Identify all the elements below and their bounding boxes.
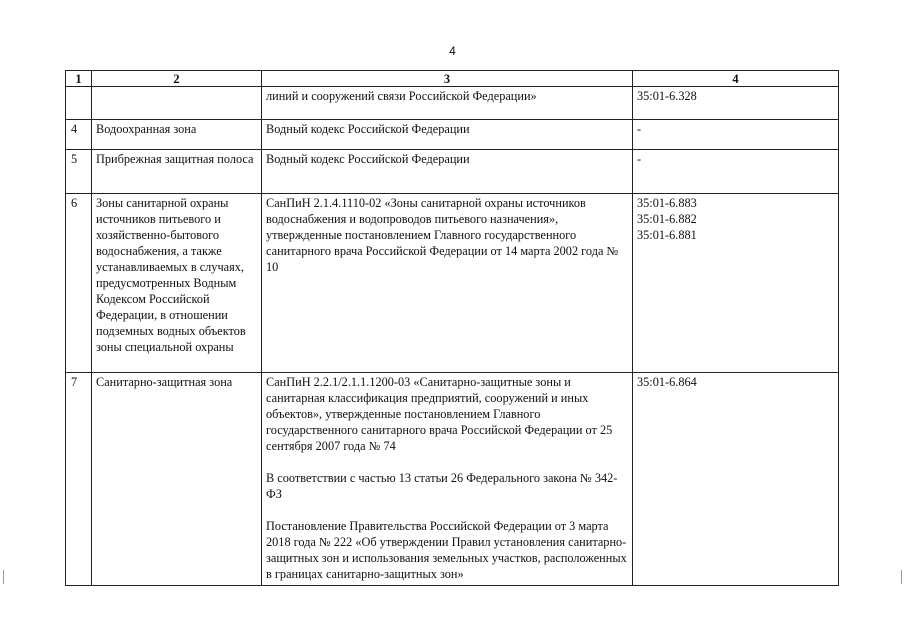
header-col-3: 3	[262, 71, 633, 87]
zones-table	[65, 70, 839, 586]
row-number: 5	[66, 150, 92, 194]
table-row	[66, 373, 839, 586]
row-number: 7	[66, 373, 92, 586]
zone-name: Зоны санитарной охраны источников питьевого и хозяйственно-бытового водоснабжения, а также устанавливаемых в случаях, предусмотренных Водным Кодексом Российской Федерации, в отношении подземных водных объектов зоны специальной охраны	[92, 194, 262, 373]
legal-basis-text: В соответствии с частью 13 статьи 26 Федерального закона № 342-ФЗ	[266, 471, 618, 501]
legal-basis	[262, 194, 633, 373]
row-number	[66, 87, 92, 120]
legal-basis	[262, 120, 633, 150]
zone-codes	[633, 150, 839, 194]
zone-codes	[633, 373, 839, 586]
header-col-1: 1	[66, 71, 92, 87]
zone-codes	[633, 120, 839, 150]
zone-code: -	[637, 152, 642, 166]
row-number: 6	[66, 194, 92, 373]
zone-code: 35:01-6.881	[637, 228, 697, 242]
table-row	[66, 150, 839, 194]
table-row	[66, 194, 839, 373]
header-col-2: 2	[92, 71, 262, 87]
zone-name: Санитарно-защитная зона	[92, 373, 262, 586]
legal-basis-text: линий и сооружений связи Российской Федерации»	[266, 89, 537, 103]
scan-edge-mark-right	[901, 570, 902, 584]
legal-basis	[262, 150, 633, 194]
zone-name: Прибрежная защитная полоса	[92, 150, 262, 194]
legal-basis	[262, 373, 633, 586]
legal-basis-text: Водный кодекс Российской Федерации	[266, 122, 470, 136]
page-number: 4	[449, 44, 456, 58]
legal-basis	[262, 87, 633, 120]
zone-code: 35:01-6.883	[637, 196, 697, 210]
zone-code: -	[637, 122, 642, 136]
scan-edge-mark-left	[3, 570, 4, 584]
zone-code: 35:01-6.328	[637, 89, 697, 103]
zone-name: Водоохранная зона	[92, 120, 262, 150]
zone-name	[92, 87, 262, 120]
zone-codes	[633, 194, 839, 373]
table-row	[66, 120, 839, 150]
legal-basis-text: Постановление Правительства Российской Федерации от 3 марта 2018 года № 222 «Об утверждении Правил установления санитарно-защитных зон и использования земельных участков, расположенных в границах санитарно-защитных зон»	[266, 519, 627, 581]
zone-code: 35:01-6.882	[637, 212, 697, 226]
table-header-row	[66, 71, 839, 87]
legal-basis-text: Водный кодекс Российской Федерации	[266, 152, 470, 166]
zone-codes	[633, 87, 839, 120]
header-col-4: 4	[633, 71, 839, 87]
zone-code: 35:01-6.864	[637, 375, 697, 389]
legal-basis-text: СанПиН 2.1.4.1110-02 «Зоны санитарной охраны источников водоснабжения и водопроводов питьевого назначения», утвержденные постановлением Главного государственного санитарного врача Российской Федерации от 14 марта 2002 года № 10	[266, 196, 619, 274]
row-number: 4	[66, 120, 92, 150]
table-row	[66, 87, 839, 120]
legal-basis-text: СанПиН 2.2.1/2.1.1.1200-03 «Санитарно-защитные зоны и санитарная классификация предприятий, сооружений и иных объектов», утвержденные постановлением Главного государственного санитарного врача Российской Федерации от 25 сентября 2007 года № 74	[266, 375, 613, 453]
